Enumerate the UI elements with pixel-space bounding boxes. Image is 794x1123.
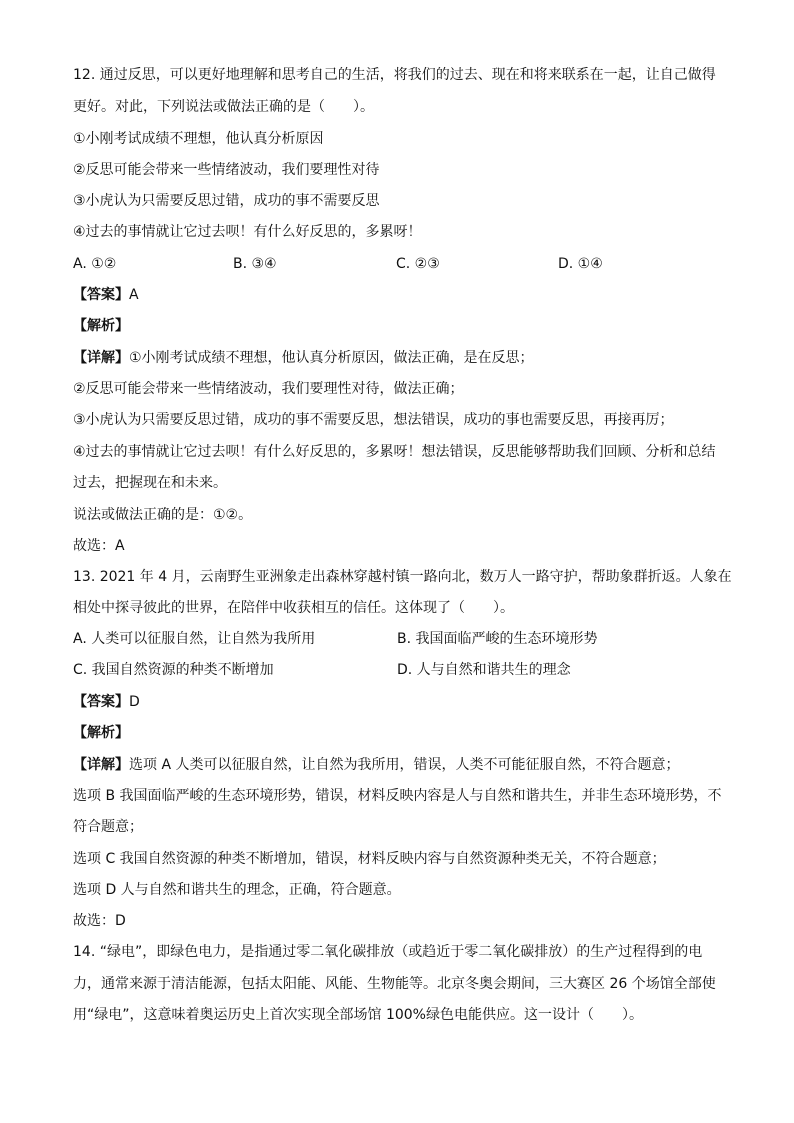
q13-option-d: D. 人与自然和谐共生的理念 (397, 662, 571, 678)
detail-label: 【详解】 (73, 757, 129, 773)
q12-option-d: D. ①④ (558, 256, 603, 272)
q12-detail-line-2: ②反思可能会带来一些情绪波动，我们要理性对待，做法正确； (73, 381, 464, 397)
q12-statement-4: ④过去的事情就让它过去呗！有什么好反思的，多累呀！ (73, 224, 422, 240)
q13-stem-line-1: 13. 2021 年 4 月，云南野生亚洲象走出森林穿越村镇一路向北，数万人一路守护，帮助象群折返。人象在 (73, 569, 732, 585)
q12-option-a: A. ①② (73, 256, 117, 272)
answer-label: 【答案】 (73, 694, 129, 710)
q13-option-c: C. 我国自然资源的种类不断增加 (73, 662, 274, 678)
q14-stem-line-3: 用“绿电”，这意味着奥运历史上首次实现全部场馆 100%绿色电能供应。这一设计（ ）。 (73, 1007, 643, 1023)
q12-detail-line-4: ④过去的事情就让它过去呗！有什么好反思的，多累呀！想法错误，反思能够帮助我们回顾、分析和总结 (73, 444, 716, 460)
analysis-label: 【解析】 (73, 725, 129, 741)
q12-option-c: C. ②③ (396, 256, 440, 272)
q12-stem-line-2: 更好。对此，下列说法或做法正确的是（ ）。 (73, 99, 374, 115)
answer-value: A (129, 287, 139, 303)
analysis-label: 【解析】 (73, 318, 129, 334)
q12-detail-line-1 (73, 349, 723, 367)
q13-analysis-label (73, 724, 723, 742)
q13-detail-line-1 (73, 756, 723, 774)
q12-statement-3: ③小虎认为只需要反思过错，成功的事不需要反思 (73, 193, 380, 209)
q13-final-choice: 故选：D (73, 913, 126, 929)
q12-detail-line-5: 过去，把握现在和未来。 (73, 475, 227, 491)
q12-detail-line-3: ③小虎认为只需要反思过错，成功的事不需要反思，想法错误，成功的事也需要反思，再接再厉； (73, 412, 674, 428)
q12-detail-line-6: 说法或做法正确的是：①②。 (73, 507, 253, 523)
q13-detail-line-5: 选项 D 人与自然和谐共生的理念，正确，符合题意。 (73, 882, 401, 898)
q12-statement-2: ②反思可能会带来一些情绪波动，我们要理性对待 (73, 162, 380, 178)
detail-text: ①小刚考试成绩不理想，他认真分析原因，做法正确，是在反思； (129, 350, 534, 366)
q12-statement-1: ①小刚考试成绩不理想，他认真分析原因 (73, 131, 324, 147)
q13-detail-line-2: 选项 B 我国面临严峻的生态环境形势，错误，材料反映内容是人与自然和谐共生，并非生态环境形势，不 (73, 788, 722, 804)
q13-stem-line-2: 相处中探寻彼此的世界，在陪伴中收获相互的信任。这体现了（ ）。 (73, 600, 514, 616)
q13-detail-line-4: 选项 C 我国自然资源的种类不断增加，错误，材料反映内容与自然资源种类无关，不符合题意； (73, 851, 666, 867)
q12-analysis-label (73, 317, 723, 335)
q13-detail-line-3: 符合题意； (73, 819, 143, 835)
q12-final-choice: 故选：A (73, 538, 125, 554)
q12-stem-line-1: 12. 通过反思，可以更好地理解和思考自己的生活，将我们的过去、现在和将来联系在一起，让自己做得 (73, 67, 716, 83)
q14-stem-line-1: 14. “绿电”，即绿色电力，是指通过零二氧化碳排放（或趋近于零二氧化碳排放）的生产过程得到的电 (73, 944, 703, 960)
q13-option-a: A. 人类可以征服自然，让自然为我所用 (73, 631, 316, 647)
answer-label: 【答案】 (73, 287, 129, 303)
q12-option-b: B. ③④ (233, 256, 277, 272)
detail-text: 选项 A 人类可以征服自然，让自然为我所用，错误，人类不可能征服自然，不符合题意； (129, 757, 680, 773)
q14-stem-line-2: 力，通常来源于清洁能源，包括太阳能、风能、生物能等。北京冬奥会期间，三大赛区 26 个场馆全部使 (73, 976, 716, 992)
q13-answer (73, 693, 723, 711)
q13-option-b: B. 我国面临严峻的生态环境形势 (397, 631, 598, 647)
detail-label: 【详解】 (73, 350, 129, 366)
answer-value: D (129, 694, 140, 710)
q12-answer (73, 286, 723, 304)
